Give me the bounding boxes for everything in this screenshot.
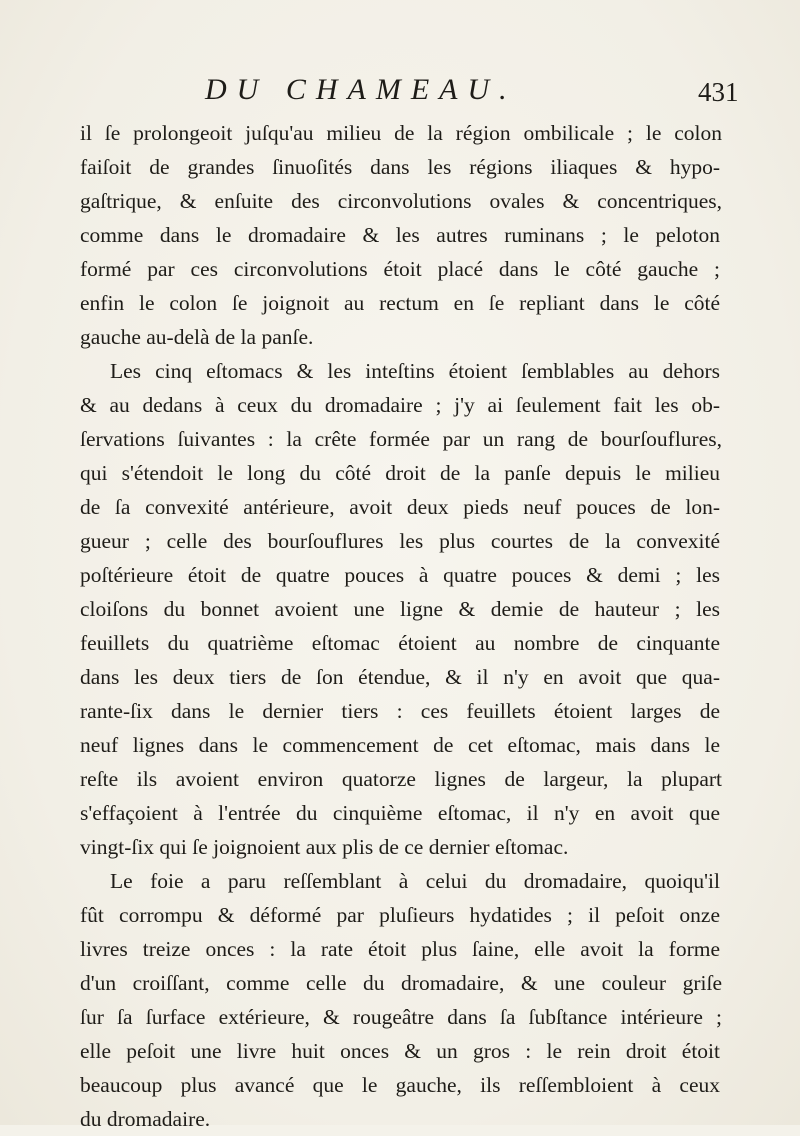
text-line: s'effaçoient à l'entrée du cinquième eſtomac, il n'y en avoit que [80, 801, 720, 825]
text-line: formé par ces circonvolutions étoit placé dans le côté gauche ; [80, 257, 720, 281]
text-line: fût corrompu & déformé par pluſieurs hydatides ; il peſoit onze [80, 903, 720, 927]
text-line: Le foie a paru reſſemblant à celui du dromadaire, quoiqu'il [110, 869, 720, 893]
text-line: faiſoit de grandes ſinuoſités dans les régions iliaques & hypo- [80, 155, 720, 179]
text-line: livres treize onces : la rate étoit plus ſaine, elle avoit la forme [80, 937, 720, 961]
text-line: feuillets du quatrième eſtomac étoient au nombre de cinquante [80, 631, 720, 655]
text-line: qui s'étendoit le long du côté droit de la panſe depuis le milieu [80, 461, 720, 485]
running-title: DU CHAMEAU. [205, 73, 517, 106]
text-line: gaſtrique, & enſuite des circonvolutions ovales & concentriques, [80, 189, 722, 213]
running-head [0, 72, 800, 112]
text-line: Les cinq eſtomacs & les inteſtins étoient ſemblables au dehors [110, 359, 720, 383]
text-line: vingt-ſix qui ſe joignoient aux plis de ce dernier eſtomac. [80, 835, 569, 859]
text-line: du dromadaire. [80, 1107, 211, 1131]
text-line: dans les deux tiers de ſon étendue, & il n'y en avoit que qua- [80, 665, 720, 689]
text-line: beaucoup plus avancé que le gauche, ils reſſembloient à ceux [80, 1073, 720, 1097]
text-line: rante-ſix dans le dernier tiers : ces feuillets étoient larges de [80, 699, 720, 723]
text-line: comme dans le dromadaire & les autres ruminans ; le peloton [80, 223, 720, 247]
text-line: de ſa convexité antérieure, avoit deux pieds neuf pouces de lon- [80, 495, 720, 519]
text-line: ſervations ſuivantes : la crête formée par un rang de bourſouflures, [80, 427, 722, 451]
text-line: poſtérieure étoit de quatre pouces à quatre pouces & demi ; les [80, 563, 720, 587]
text-line: enfin le colon ſe joignoit au rectum en ſe repliant dans le côté [80, 291, 720, 315]
text-line: gueur ; celle des bourſouflures les plus courtes de la convexité [80, 529, 720, 553]
text-line: il ſe prolongeoit juſqu'au milieu de la région ombilicale ; le colon [80, 121, 722, 145]
text-line: cloiſons du bonnet avoient une ligne & demie de hauteur ; les [80, 597, 720, 621]
text-line: gauche au-delà de la panſe. [80, 325, 314, 349]
text-line: reſte ils avoient environ quatorze lignes de largeur, la plupart [80, 767, 722, 791]
text-line: ſur ſa ſurface extérieure, & rougeâtre dans ſa ſubſtance intérieure ; [80, 1005, 722, 1029]
text-line: d'un croiſſant, comme celle du dromadaire, & une couleur griſe [80, 971, 722, 995]
text-line: elle peſoit une livre huit onces & un gros : le rein droit étoit [80, 1039, 720, 1063]
text-line: & au dedans à ceux du dromadaire ; j'y ai ſeulement fait les ob- [80, 393, 720, 417]
page-number: 431 [698, 77, 739, 107]
text-line: neuf lignes dans le commencement de cet eſtomac, mais dans le [80, 733, 720, 757]
